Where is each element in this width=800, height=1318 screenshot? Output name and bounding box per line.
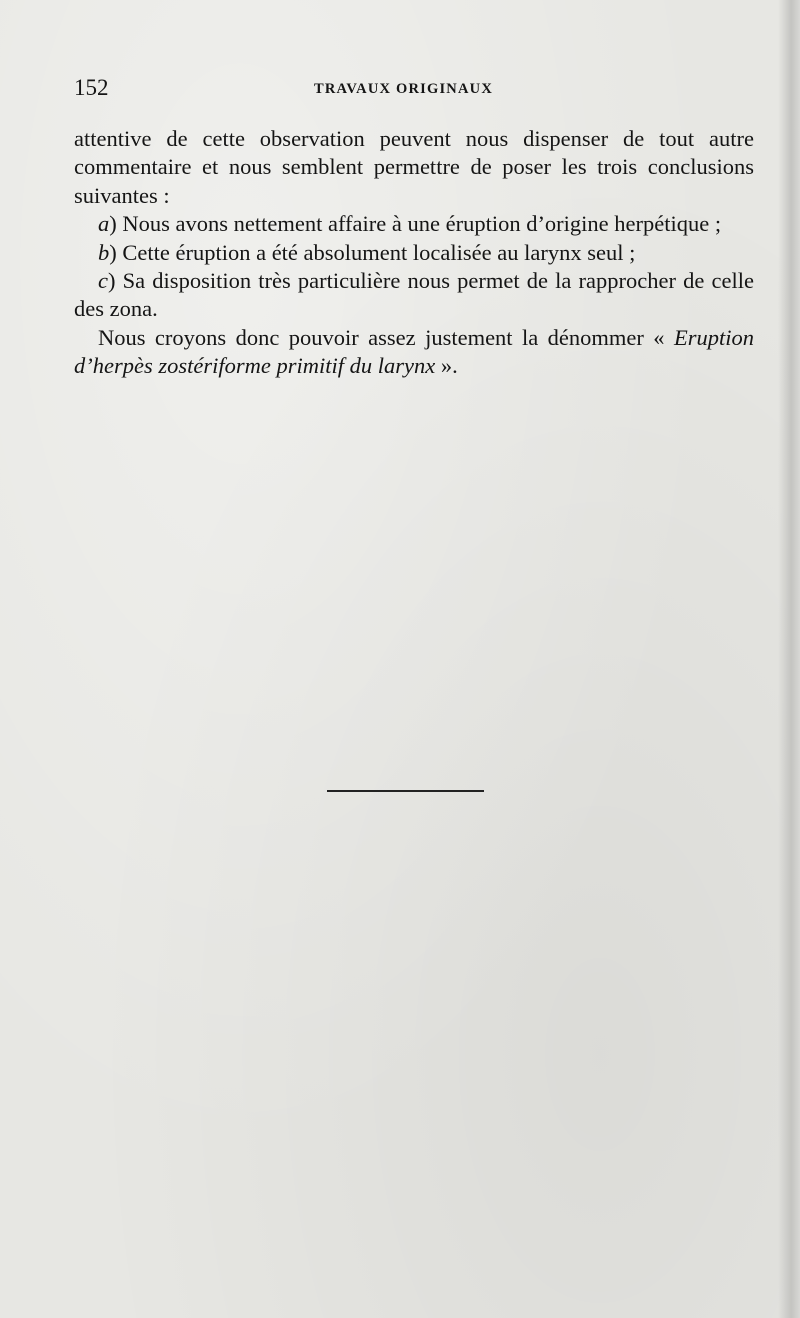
list-item-a bbox=[74, 210, 754, 238]
list-item-b-label: b bbox=[98, 239, 110, 265]
list-item-a-text: ) Nous avons nettement affaire à une éruption d’origine herpétique ; bbox=[109, 211, 722, 237]
list-item-c-label: c bbox=[98, 268, 108, 294]
page-edge-shadow bbox=[778, 0, 800, 1318]
list-item-b bbox=[74, 239, 754, 267]
list-item-c bbox=[74, 267, 754, 324]
body-text bbox=[74, 125, 754, 381]
paragraph-conclusion bbox=[74, 324, 754, 381]
list-item-b-text: ) Cette éruption a été absolument localisée au larynx seul ; bbox=[109, 239, 636, 265]
list-item-a-label: a bbox=[98, 211, 110, 237]
page-header bbox=[74, 74, 754, 104]
running-head: TRAVAUX ORIGINAUX bbox=[314, 81, 493, 97]
paragraph-intro: attentive de cette observation peuvent nous dispenser de tout autre commentaire et nous semblent permettre de poser les trois conclusions suivantes : bbox=[74, 126, 754, 208]
page-number: 152 bbox=[74, 75, 109, 100]
conclusion-tail: ». bbox=[440, 353, 458, 379]
conclusion-title: Eruption d’herpès zostériforme primitif du larynx bbox=[74, 324, 755, 379]
list-item-c-text: ) Sa disposition très particulière nous permet de la rapprocher de celle des zona. bbox=[74, 268, 754, 322]
conclusion-lead: Nous croyons donc pouvoir assez justement la dénommer « bbox=[98, 324, 665, 350]
section-separator-rule bbox=[327, 790, 484, 792]
